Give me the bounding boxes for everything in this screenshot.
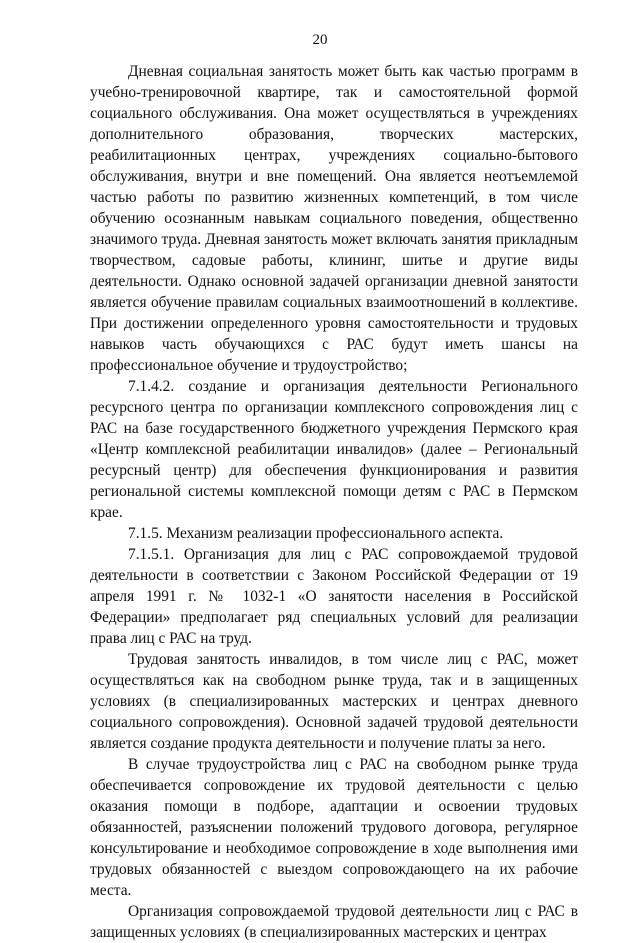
document-body (90, 61, 578, 943)
paragraph-7-1-5: 7.1.5. Механизм реализации профессионального аспекта. (128, 525, 504, 542)
paragraph-labor-employment: Трудовая занятость инвалидов, в том числе лиц с РАС, может осуществляться как на свободном рынке труда, так и в защищенных условиях (в специализированных мастерских и центрах дневного социального сопровождения). Основной задачей трудовой деятельности является создание продукта деятельности и получение платы за него. (90, 651, 578, 752)
paragraph-protected-conditions: Организация сопровождаемой трудовой деятельности лиц с РАС в защищенных условиях (в специализированных мастерских и центрах (90, 903, 578, 941)
page-number: 20 (312, 32, 328, 48)
paragraph-day-employment: Дневная социальная занятость может быть как частью программ в учебно-тренировочной квартире, так и самостоятельной формой социального обслуживания. Она может осуществляться в учреждениях дополнительного образования, творческих мастерских, реабилитационных центрах, учреждениях социально-бытового обслуживания, внутри и вне помещений. Она является неотъемлемой частью работы по развитию жизненных компетенций, в том числе обучению осознанным навыкам социального поведения, общественно значимого труда. Дневная занятость может включать занятия прикладным творчеством, садовые работы, клининг, шитье и другие виды деятельности. Однако основной задачей организации дневной занятости является обучение правилам социальных взаимоотношений в коллективе. При достижении определенного уровня самостоятельности и трудовых навыков часть обучающихся с РАС будут иметь шансы на профессиональное обучение и трудоустройство; (90, 63, 578, 374)
paragraph-open-market: В случае трудоустройства лиц с РАС на свободном рынке труда обеспечивается сопровождение их трудовой деятельности с целью оказания помощи в подборе, адаптации и освоении трудовых обязанностей, разъяснении положений трудового договора, регулярное консультирование и необходимое сопровождение в ходе выполнения ими трудовых обязанностей с выездом сопровождающего на их рабочие места. (90, 756, 578, 899)
paragraph-7-1-4-2: 7.1.4.2. создание и организация деятельности Регионального ресурсного центра по организации комплексного сопровождения лиц с РАС на базе государственного бюджетного учреждения Пермского края «Центр комплексной реабилитации инвалидов» (далее – Региональный ресурсный центр) для обеспечения функционирования и развития региональной системы комплексной помощи детям с РАС в Пермском крае. (90, 378, 578, 521)
paragraph-7-1-5-1: 7.1.5.1. Организация для лиц с РАС сопровождаемой трудовой деятельности в соответствии с Законом Российской Федерации от 19 апреля 1991 г. № 1032-1 «О занятости населения в Российской Федерации» предполагает ряд специальных условий для реализации права лиц с РАС на труд. (90, 546, 578, 647)
